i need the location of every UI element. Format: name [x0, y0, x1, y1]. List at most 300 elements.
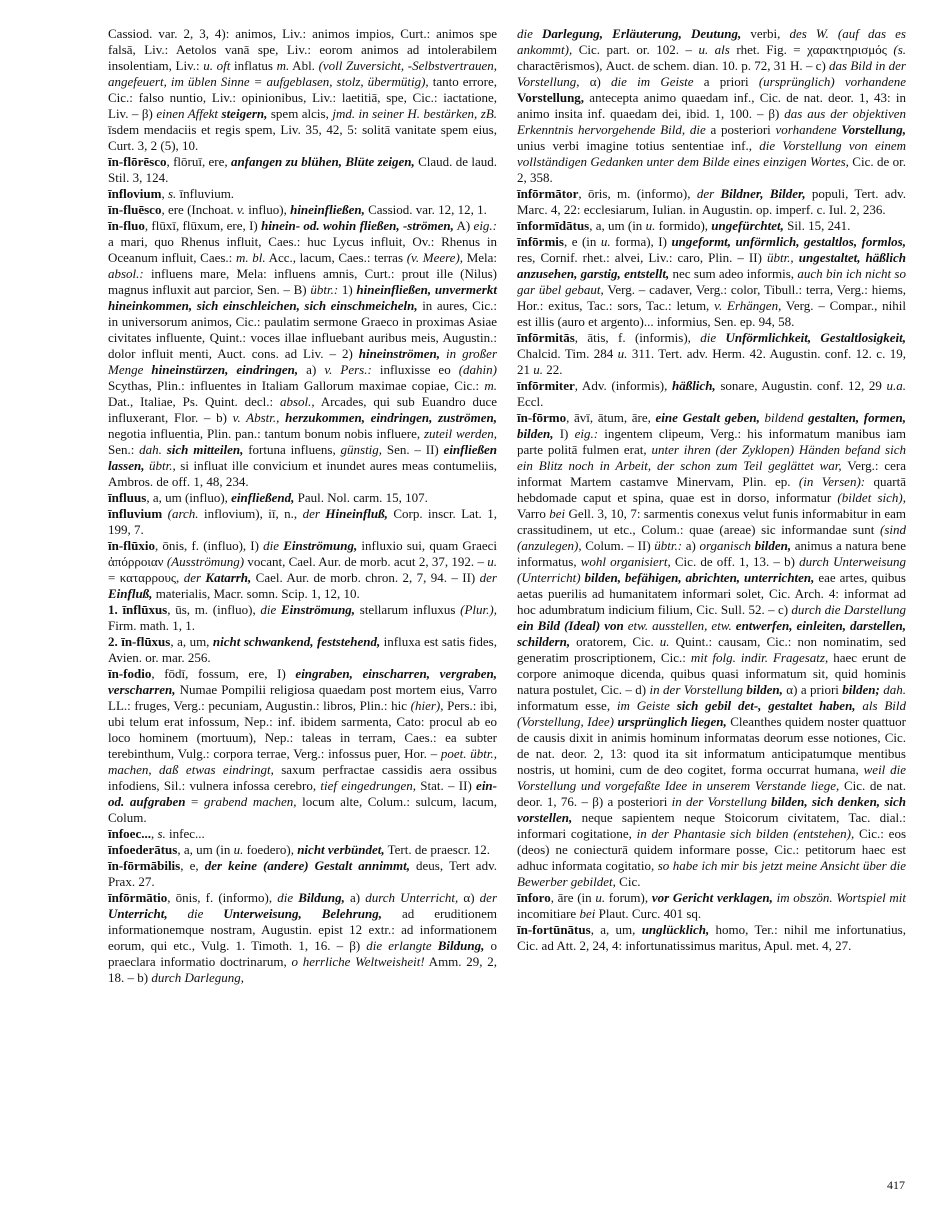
entry-text: bilden, befähigen, abrichten, unterrichten,: [584, 570, 815, 585]
entry-text: (sind (anzulegen),: [517, 522, 906, 553]
entry-text: u.: [617, 346, 628, 361]
entry-text: forma), I): [610, 234, 672, 249]
entry-text: Tert. de praescr. 12.: [384, 842, 490, 857]
dictionary-entry: [108, 602, 497, 634]
entry-text: entwerfen, einleiten, darstellen, schildern,: [517, 618, 907, 649]
entry-text: dah.: [883, 682, 907, 697]
entry-text: deus, Tert adv. Prax. 27.: [108, 858, 497, 889]
entry-text: eae artes, quibus aetas puerilis ad humanitatem informari solet, Cic. Arch. 4: informat ad hoc adumbratum indicium filium, Cic. Sull. 52. – c): [517, 570, 906, 617]
entry-text: Paul. Nol. carm. 15, 107.: [294, 490, 428, 505]
entry-text: , a, um (in: [177, 842, 234, 857]
entry-text: a): [344, 890, 366, 905]
entry-text: Vorstellung,: [841, 122, 907, 137]
dictionary-entry: [108, 154, 497, 186]
entry-text: Quint.: causam, Cic.: non nominatim, sed generatim proscriptionem, Cic.:: [517, 634, 907, 665]
entry-text: die erlangte: [366, 938, 438, 953]
headword: īnfōrmiter: [517, 378, 575, 393]
entry-text: eig.:: [574, 426, 599, 441]
entry-text: a): [298, 362, 325, 377]
entry-text: Sil. 15, 241.: [783, 218, 851, 233]
entry-text: übtr.:: [310, 282, 339, 297]
entry-text: hineinstürzen, eindringen,: [151, 362, 299, 377]
headword: īnfoederātus: [108, 842, 178, 857]
entry-text: unius verbi imagine totius sententiae inf.,: [517, 138, 760, 153]
entry-text: hineinströmen,: [358, 346, 441, 361]
entry-text: si influat ille convicium et inundet aures meas contumeliis, Ambros. de off. 1, 48, 234.: [108, 458, 497, 489]
entry-text: , a, um (influo),: [146, 490, 232, 505]
entry-text: forum),: [605, 890, 652, 905]
entry-text: v.: [236, 202, 245, 217]
entry-text: v. Abstr.,: [232, 410, 280, 425]
entry-text: stellarum influxus: [355, 602, 461, 617]
dictionary-entry: [108, 842, 497, 858]
entry-text: (Ausströmung): [166, 554, 245, 569]
entry-text: das aus der objektiven Erkenntnis hervorgehende Bild, die: [517, 106, 906, 137]
entry-text: günstig,: [340, 442, 383, 457]
entry-text: rhet. Fig. = χαρακτηρισμός: [729, 42, 894, 57]
entry-text: wohl organisiert,: [580, 554, 671, 569]
entry-text: Verg. – Compar., nihil est illis (auro et argento)... informius, Sen. ep. 94, 58.: [517, 298, 907, 329]
entry-text: hinein- od. wohin fließen, -strömen,: [261, 218, 454, 233]
entry-text: bildend: [764, 410, 809, 425]
entry-text: zuteil werden,: [423, 426, 497, 441]
entry-text: Chalcid. Tim. 284: [517, 346, 618, 361]
entry-text: A): [453, 218, 474, 233]
dictionary-entry: [517, 378, 906, 410]
entry-text: o praeclara informatio doctrinarum,: [108, 938, 497, 969]
entry-text: Bildung,: [298, 890, 345, 905]
entry-text: Dat., Italiae, Ps. Quint. decl.:: [108, 394, 280, 409]
entry-text: influens mare, Mela: influens amnis, Curt.: prout ille (Nilus) magnus influxit aut parcior, Sen. – B): [108, 266, 497, 297]
dictionary-entry: [108, 490, 497, 506]
entry-text: Varro: [517, 506, 550, 521]
entry-text: einen Affekt: [156, 106, 222, 121]
entry-text: influxisse eo: [371, 362, 459, 377]
entry-text: , flōruī, ere,: [166, 154, 231, 169]
entry-text: incomitiare: [517, 906, 580, 921]
entry-text: m.: [276, 58, 290, 73]
entry-text: Claud. de laud. Stil. 3, 124.: [108, 154, 497, 185]
headword: īn-fodio: [108, 666, 152, 681]
entry-text: α): [579, 74, 612, 89]
entry-text: jmd. in seiner H. bestärken, zB.: [332, 106, 498, 121]
entry-text: I): [553, 426, 575, 441]
entry-text: informatum esse,: [517, 698, 617, 713]
entry-text: u.: [595, 890, 606, 905]
entry-text: vor Gericht verklagen,: [651, 890, 773, 905]
entry-text: ingentem clipeum, Verg.: his informatum manibus iam parte politā fulmen erat,: [517, 426, 906, 457]
entry-text: ad eruditionem informationemque nostram, Augustin. epist 12 extr.: ad informationem eorum, qui etc., Vulg. 1. Timoth. 1, 16. – β): [108, 906, 498, 953]
entry-text: Cic.: eos (deos) ne coniecturā quidem informare posse, Cic.: petitorum haec est adhuc informata cogitatio,: [517, 826, 906, 873]
entry-text: Sen. – II): [382, 442, 444, 457]
dictionary-entry: [108, 186, 497, 202]
entry-text: übtr.:: [654, 538, 683, 553]
entry-text: hineinfließen, unvermerkt hineinkommen, sich einschleichen, sich einschmeicheln,: [108, 282, 497, 313]
headword: īnfōrmitās: [517, 330, 575, 345]
entry-text: eine Gestalt geben,: [655, 410, 760, 425]
entry-text: Cleanthes quidem noster quattuor de causis dixit in animis hominum informatas deorum esse notiones, Cic. de nat. deor. 2, 13: quod ita sit informatum anticipatumque mentibus nostris, ut homini, cum de deo cogitet, forma occurrat humana,: [517, 714, 906, 777]
entry-text: Sen.:: [108, 442, 140, 457]
entry-text: Unterricht,: [108, 906, 168, 921]
entry-text: Einströmung,: [280, 602, 356, 617]
entry-text: der: [183, 570, 206, 585]
dictionary-entry: [108, 26, 497, 154]
entry-text: v. Pers.:: [324, 362, 372, 377]
entry-text: gestalten, formen, bilden,: [517, 410, 907, 441]
entry-text: in der Vorstellung: [649, 682, 747, 697]
entry-text: eig.:: [473, 218, 498, 233]
entry-text: α): [458, 890, 480, 905]
entry-text: u.: [600, 234, 611, 249]
entry-text: , ōnis, f. (informo),: [167, 890, 278, 905]
headword: īnfōrmātio: [108, 890, 168, 905]
entry-text: übtr.,: [766, 250, 794, 265]
entry-text: die Vorstellung von einem vollständigen Gedanken unter dem Bilde eines einzigen Wortes,: [517, 138, 906, 169]
entry-text: α) a priori: [782, 682, 843, 697]
headword: īn-fluo: [108, 218, 145, 233]
headword: īn-fōrmābilis: [108, 858, 181, 873]
dictionary-entry: [108, 634, 497, 666]
entry-text: , ātis, f. (informis),: [574, 330, 701, 345]
entry-text: īnfluvium.: [176, 186, 235, 201]
entry-text: , a, um,: [590, 922, 642, 937]
entry-text: einfließend,: [231, 490, 295, 505]
entry-text: a priori: [693, 74, 759, 89]
entry-text: m.: [484, 378, 497, 393]
entry-text: v. Erhängen,: [714, 298, 782, 313]
entry-text: materialis, Macr. somn. Scip. 1, 12, 10.: [152, 586, 360, 601]
entry-text: absol.:: [108, 266, 144, 281]
entry-text: ursprünglich liegen,: [617, 714, 727, 729]
entry-text: in der Vorstellung: [671, 794, 772, 809]
entry-text: unglücklich,: [641, 922, 710, 937]
dictionary-entry: [108, 506, 497, 538]
entry-text: Unförmlichkeit, Gestaltlosigkeit,: [725, 330, 906, 345]
entry-text: häßlich,: [671, 378, 716, 393]
entry-text: inflatus: [230, 58, 277, 73]
entry-text: (dahin): [458, 362, 497, 377]
entry-text: grabend machen,: [203, 794, 297, 809]
entry-text: Cael. Aur. de morb. chron. 2, 7, 94. – II): [251, 570, 480, 585]
dictionary-entry: [517, 26, 906, 186]
entry-text: , e (in: [563, 234, 601, 249]
headword: īn-fluēsco: [108, 202, 162, 217]
entry-text: weil die Vorstellung und vorgefaßte Idee in unserem Verstande liege,: [517, 762, 907, 793]
entry-text: charactērismos), Auct. de schem. dian. 10. p. 72, 31 H. – c): [517, 58, 830, 73]
entry-text: ungeformt, unförmlich, gestaltlos, formlos,: [671, 234, 906, 249]
entry-text: im Geiste: [616, 698, 677, 713]
entry-text: neque sapientem neque Stoicorum civitatem, Tac. dial.: informari cogitatione,: [517, 810, 906, 841]
dictionary-entry: [517, 234, 906, 330]
headword: īn-fōrmo: [517, 410, 567, 425]
headword: īnflovium: [108, 186, 162, 201]
entry-text: animus a natura bene informatus,: [517, 538, 906, 569]
entry-text: bilden, sich denken, sich vorstellen,: [517, 794, 907, 825]
entry-text: bilden;: [842, 682, 880, 697]
entry-text: verbi,: [741, 26, 790, 41]
entry-text: bilden,: [754, 538, 792, 553]
entry-text: , fōdī, fossum, ere, I): [151, 666, 296, 681]
dictionary-entry: [108, 538, 497, 602]
entry-text: sich gebil det-, gestaltet haben,: [676, 698, 856, 713]
entry-text: (v. Meere),: [406, 250, 464, 265]
entry-text: a mari, quo Rhenus influit, Caes.: huc Lycus influit, Ov.: Rhenus in Oceanum influit, Caes.:: [108, 234, 497, 265]
entry-text: ein Bild (Ideal) von: [517, 618, 624, 633]
headword: 2. īn-flūxus: [108, 634, 171, 649]
entry-text: influxio sui, quam Graeci ἀπόρροιαν: [108, 538, 498, 569]
entry-text: anfangen zu blühen, Blüte zeigen,: [230, 154, 415, 169]
entry-text: durch Unterweisung (Unterricht): [517, 554, 907, 585]
dictionary-entry: [108, 218, 497, 490]
entry-text: der keine (andere) Gestalt annimmt,: [204, 858, 410, 873]
entry-text: Bildner, Bilder,: [720, 186, 806, 201]
entry-text: der: [696, 186, 721, 201]
entry-text: die: [260, 602, 281, 617]
headword: 1. īnflūxus: [108, 602, 168, 617]
entry-text: herzukommen, eindringen, zuströmen,: [285, 410, 498, 425]
entry-text: Eccl.: [517, 394, 544, 409]
dictionary-entry: [108, 202, 497, 218]
entry-text: eingraben, einscharren, vergraben, verscharren,: [108, 666, 498, 697]
entry-text: durch Darlegung,: [151, 970, 245, 985]
entry-text: Cic. de nat. deor. 1, 76. – β) a posteriori: [517, 778, 906, 809]
entry-text: populi, Tert. adv. Marc. 4, 22: ecclesiarum, Iulian. in Augustin. op. imperf. c. Iul. 2, 236.: [517, 186, 906, 217]
entry-text: inflovium), iī, n.,: [198, 506, 303, 521]
entry-text: u.a.: [886, 378, 906, 393]
entry-text: Stat. – II): [415, 778, 477, 793]
entry-text: Pers.: ibi, ubi telum erat infossum, Nep.: inf. ibidem sarmenta, Cato: procul ab eo loco hominem (mortuum), Nep.: taleas in terram, Caes.: ea subter terebinthum, Vulg.: corpora terrae, Verg.: infossus puer, Hor. –: [108, 698, 497, 761]
page-number: 417: [887, 1178, 905, 1192]
entry-text: der: [302, 506, 326, 521]
entry-text: Cic. de off. 1, 13. – b): [670, 554, 800, 569]
entry-text: , e,: [180, 858, 205, 873]
entry-text: Cic. de or. 2, 358.: [517, 154, 906, 185]
entry-text: Acc., lacum, Caes.: terras: [265, 250, 407, 265]
headword: īnfluvium: [108, 506, 163, 521]
left-column: [108, 26, 497, 986]
headword: īn-fortūnātus: [517, 922, 591, 937]
entry-text: die: [700, 330, 726, 345]
headword: īnfōrmis: [517, 234, 564, 249]
entry-text: infec...: [165, 826, 205, 841]
entry-text: Amm. 29, 2, 18. – b): [108, 954, 498, 985]
entry-text: quartā hebdomade caput et spina, quae est in dorso, informatur: [517, 474, 907, 505]
entry-text: Cic.: [615, 874, 641, 889]
entry-text: influxa est satis fides, Avien. or. mar. 256.: [108, 634, 497, 665]
entry-text: u.: [645, 218, 656, 233]
entry-text: saxum perfractae cassidis aera ossibus infodiens, Sil.: vulnera infossa cerebro,: [108, 762, 497, 793]
entry-text: formido),: [655, 218, 712, 233]
entry-text: vocant, Cael. Aur. de morb. acut 2, 37, 192. –: [244, 554, 488, 569]
entry-text: etw. ausstellen, etw.: [627, 618, 736, 633]
entry-text: auch bin ich nicht so gar übel gebaut,: [517, 266, 906, 297]
entry-text: Cic. part. or. 102. –: [572, 42, 699, 57]
entry-text: im obszön. Wortspiel mit: [776, 890, 907, 905]
entry-text: sich mitteilen,: [166, 442, 244, 457]
entry-text: 311. Tert. adv. Herm. 42. Augustin. conf. 12. c. 19, 21: [517, 346, 906, 377]
dictionary-entry: [517, 186, 906, 218]
entry-text: homo, Ter.: nihil me infortunatius, Cic. ad Att. 2, 24, 4: infortunatissimus maritus, Apul. met. 4, 27.: [517, 922, 906, 953]
dictionary-entry: [517, 890, 906, 922]
dictionary-entry: [108, 890, 497, 986]
headword: īnfluus: [108, 490, 147, 505]
entry-text: foedero),: [243, 842, 298, 857]
entry-text: a): [682, 538, 700, 553]
entry-text: bei: [579, 906, 596, 921]
headword: īn-flōrēsco: [108, 154, 167, 169]
entry-text: u. oft: [203, 58, 231, 73]
entry-text: hineinfließen,: [290, 202, 365, 217]
entry-text: Verg. – cadaver, Verg.: color, Tibull.: terra, Verg.: hiems, Hor.: exitus, Tac.: sors, Tac.: letum,: [517, 282, 907, 313]
entry-text: die: [517, 26, 543, 41]
entry-text: Mela:: [463, 250, 498, 265]
entry-text: m. bl.: [235, 250, 266, 265]
entry-text: u.: [659, 634, 670, 649]
entry-text: Colum. – II): [581, 538, 655, 553]
entry-text: =: [185, 794, 204, 809]
entry-text: nicht verbündet,: [297, 842, 385, 857]
entry-text: Vorstellung,: [517, 90, 585, 105]
entry-text: ,: [161, 186, 168, 201]
entry-text: Abl.: [289, 58, 319, 73]
entry-text: (hier),: [410, 698, 444, 713]
entry-text: sonare, Augustin. conf. 12, 29: [715, 378, 887, 393]
entry-text: Cassiod. var. 12, 12, 1.: [364, 202, 487, 217]
dictionary-entry: [517, 410, 906, 890]
entry-text: , ōnis, f. (influo), I): [154, 538, 264, 553]
entry-text: der: [479, 570, 497, 585]
entry-text: (arch.: [167, 506, 199, 521]
entry-text: Firm. math. 1, 1.: [108, 618, 196, 633]
entry-text: so habe ich mir bis jetzt meine Ansicht über die Bewerber gebildet,: [517, 858, 906, 889]
entry-text: Einfluß,: [108, 586, 153, 601]
headword: īnformīdātus: [517, 218, 590, 233]
entry-text: , Adv. (informis),: [574, 378, 672, 393]
entry-text: Einströmung,: [283, 538, 358, 553]
entry-text: Plaut. Curc. 401 sq.: [595, 906, 702, 921]
entry-text: u.: [233, 842, 244, 857]
entry-text: Darlegung, Erläuterung, Deutung,: [542, 26, 742, 41]
entry-text: die: [277, 890, 299, 905]
entry-text: locum alte, Colum.: sulcum, lacum, Colum.: [108, 794, 497, 825]
entry-text: Verg.: cera informat Martem castamve Minervam, Plin. ep.: [517, 458, 906, 489]
entry-text: das Bild in der Vorstellung,: [517, 58, 906, 89]
entry-text: (bildet sich),: [837, 490, 906, 505]
entry-text: (Plur.),: [460, 602, 497, 617]
entry-text: , ōris, m. (informo),: [578, 186, 697, 201]
entry-text: (s.: [893, 42, 906, 57]
entry-text: bei: [549, 506, 566, 521]
entry-text: unter ihren (der Zyklopen) Händen befand sich ein Blitz noch in Arbeit, der schon zum Teil geglättet war,: [517, 442, 907, 473]
entry-text: , flūxī, flūxum, ere, I): [144, 218, 262, 233]
entry-text: īsdem mendaciis et regis spem, Liv. 35, 42, 5: solitā vanitate spem eius, Curt. 3, 2 (5), 10.: [108, 122, 497, 153]
entry-text: fortuna influens,: [243, 442, 341, 457]
entry-text: , a, um,: [170, 634, 213, 649]
entry-text: res, Cornif. rhet.: alvei, Liv.: caro, Plin. – II): [517, 250, 767, 265]
entry-text: der: [479, 890, 498, 905]
entry-text: (ursprünglich) vorhandene: [758, 74, 907, 89]
entry-text: Bildung,: [437, 938, 485, 953]
entry-text: 1): [338, 282, 357, 297]
entry-text: u.: [533, 362, 543, 377]
entry-text: Katarrh,: [205, 570, 252, 585]
dictionary-entry: [517, 218, 906, 234]
entry-text: Numae Pompilii religiosa quaedam post mortem eius, Varro LL.: fruges, Verg.: pecuniam, Augustin.: libros, Plin.: hic: [108, 682, 497, 713]
entry-text: oratorem, Cic.: [570, 634, 660, 649]
entry-text: als Bild (Vorstellung, Idee): [517, 698, 907, 729]
entry-text: in der Phantasie sich bilden (entstehen),: [636, 826, 855, 841]
entry-text: Cassiod. var. 2, 3, 4): animos, Liv.: animos impios, Curt.: animos spe falsā, Liv.: Aetolos vanā spe, Liv.: eorom animos ad intolerabilem insolentiam, Liv.:: [108, 26, 497, 73]
entry-text: spem alcis,: [267, 106, 333, 121]
entry-text: ,: [150, 826, 158, 841]
entry-text: die: [263, 538, 284, 553]
entry-text: , a, um (in: [589, 218, 646, 233]
dictionary-entry: [108, 666, 497, 826]
entry-text: organisch: [699, 538, 755, 553]
entry-text: nicht schwankend, feststehend,: [212, 634, 381, 649]
entry-text: nec sum adeo informis,: [669, 266, 798, 281]
entry-text: u. als: [698, 42, 730, 57]
entry-text: = καταρρους,: [108, 570, 184, 585]
entry-text: s.: [157, 826, 166, 841]
entry-text: haec erunt de corpore animoque dicenda, quibus quasi informatum sit, quid hominis natura postulet, Cic. – d): [517, 650, 906, 697]
entry-text: dah.: [139, 442, 162, 457]
entry-text: des W. (auf das es ankommt),: [517, 26, 906, 57]
entry-text: s.: [167, 186, 177, 201]
entry-text: influo),: [244, 202, 291, 217]
entry-text: Scythas, Plin.: influentes in Italiam Gallorum maximae copiae, Cic.:: [108, 378, 485, 393]
entry-text: steigern,: [221, 106, 268, 121]
headword: īnfoec...: [108, 826, 151, 841]
entry-text: u.: [487, 554, 497, 569]
entry-text: Unterweisung, Belehrung,: [223, 906, 383, 921]
entry-text: , āre (in: [550, 890, 596, 905]
entry-text: durch die Darstellung: [791, 602, 907, 617]
entry-text: in aures, Cic.: in universorum animos, Cic.: paulatim sermone Graeco in proximas Asiae civitates influente, Quint.: voces illae influebant auribus meis, Augustin.: dolor influit menti, Auct. cons. ad Liv. – 2): [108, 298, 497, 361]
entry-text: die im Geiste: [611, 74, 694, 89]
entry-text: , ūs, m. (influo),: [167, 602, 261, 617]
right-column: [517, 26, 906, 954]
entry-text: , ere (Inchoat.: [161, 202, 237, 217]
entry-text: vorhandene: [775, 122, 842, 137]
entry-text: Gell. 3, 10, 7: sarmentis conexus velut funis informabitur in eam crassitudinem, ut etc., Colum.: quae (areae) sic informandae sunt: [517, 506, 906, 537]
dictionary-entry: [108, 858, 497, 890]
entry-text: antecepta animo quaedam inf., Cic. de nat. deor. 1, 43: in animo insita inf. quaedam dei, ibid. 1, 100. – β): [517, 90, 906, 121]
entry-text: mit folg. indir. Fragesatz,: [690, 650, 829, 665]
entry-text: absol.,: [279, 394, 315, 409]
entry-text: tief eingedrungen,: [320, 778, 416, 793]
entry-text: durch Unterricht,: [365, 890, 459, 905]
entry-text: o herrliche Weltweisheit!: [291, 954, 425, 969]
dictionary-entry: [517, 330, 906, 378]
dictionary-entry: [517, 922, 906, 954]
entry-text: in großer Menge: [108, 346, 498, 377]
entry-text: 22.: [543, 362, 563, 377]
entry-text: tanto errore, Cic.: falso nuntio, Liv.: opinionibus, Liv.: laetitiā, spe, Cic.: iactatione, Liv. – β): [108, 74, 497, 121]
headword: īnfōrmātor: [517, 186, 579, 201]
entry-text: a posteriori: [705, 122, 776, 137]
entry-text: Hineinfluß,: [325, 506, 388, 521]
entry-text: ein- od. aufgraben: [108, 778, 497, 809]
entry-text: die: [187, 906, 224, 921]
entry-text: negotia influentia, Plin. pan.: tantum bonum nobis influere,: [108, 426, 424, 441]
headword: īn-flūxio: [108, 538, 155, 553]
entry-text: bilden,: [746, 682, 783, 697]
entry-text: poet. übtr., machen, daß etwas eindringt,: [108, 746, 497, 777]
entry-text: , āvī, ātum, āre,: [566, 410, 656, 425]
entry-text: ungefürchtet,: [711, 218, 784, 233]
entry-text: Arcades, qui sub Euandro duce influxerant, Flor. – b): [108, 394, 497, 425]
